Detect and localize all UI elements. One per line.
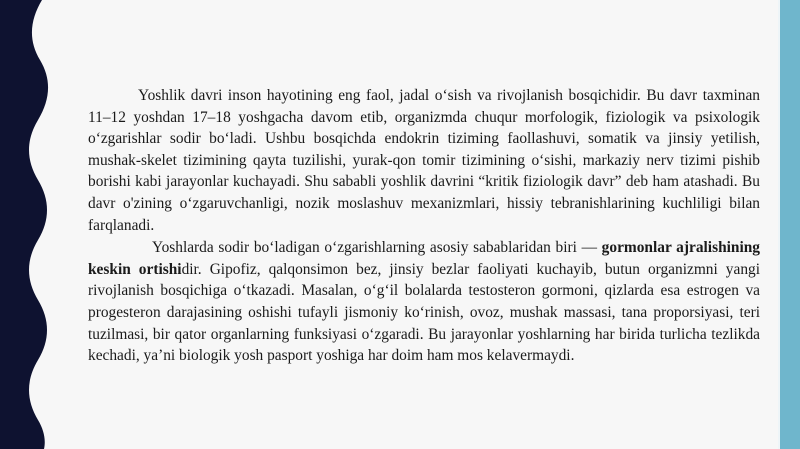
paragraph-2-intro: Yoshlarda sodir bo‘ladigan o‘zgarishlarning asosiy sabablaridan biri — <box>152 239 602 257</box>
text-content <box>88 85 760 367</box>
paragraph-1: Yoshlik davri inson hayotining eng faol, jadal o‘sish va rivojlanish bosqichidir. Bu davr taxminan 11–12 yoshdan 17–18 yoshgacha davom etib, organizmda chuqur morfologik, fiziologik va psixologik o‘zgarishlar sodir bo‘ladi. Ushbu bosqichda endokrin tiziming faollashuvi, somatik va jinsiy yetilish, mushak-skelet tizimining qayta tuzilishi, yurak-qon tomir tizimining o‘sishi, markaziy nerv tizimi pishib borishi kabi jarayonlar kuchayadi. Shu sababli yoshlik davrini “kritik fiziologik davr” deb ham atashadi. Bu davr o'zining o‘zgaruvchanligi, nozik moslashuv mexanizmlari, hissiy tebranishlarining kuchliligi bilan farqlanadi. <box>88 87 760 234</box>
right-accent-bar <box>780 0 800 449</box>
left-wave-shape <box>0 0 48 449</box>
paragraph-2 <box>88 237 760 367</box>
paragraph-2-rest: dir. Gipofiz, qalqonsimon bez, jinsiy bezlar faoliyati kuchayib, butun organizmni yangi rivojlanish bosqichiga o‘tkazadi. Masalan, o‘g‘il bolalarda testosteron gormoni, qizlarda esa estrogen va progesteron darajasining oshishi tufayli jismoniy ko‘rinish, ovoz, mushak massasi, tana proporsiyasi, teri tuzilmasi, bir qator organlarning funksiyasi o‘zgaradi. Bu jarayonlar yoshlarning har birida turlicha tezlikda kechadi, ya’ni biologik yosh pasport yoshiga har doim ham mos kelavermaydi. <box>88 260 760 365</box>
paragraph-2-bold: gormonlar ajralishining keskin ortishi <box>88 239 760 278</box>
left-wave-decoration <box>0 0 60 449</box>
